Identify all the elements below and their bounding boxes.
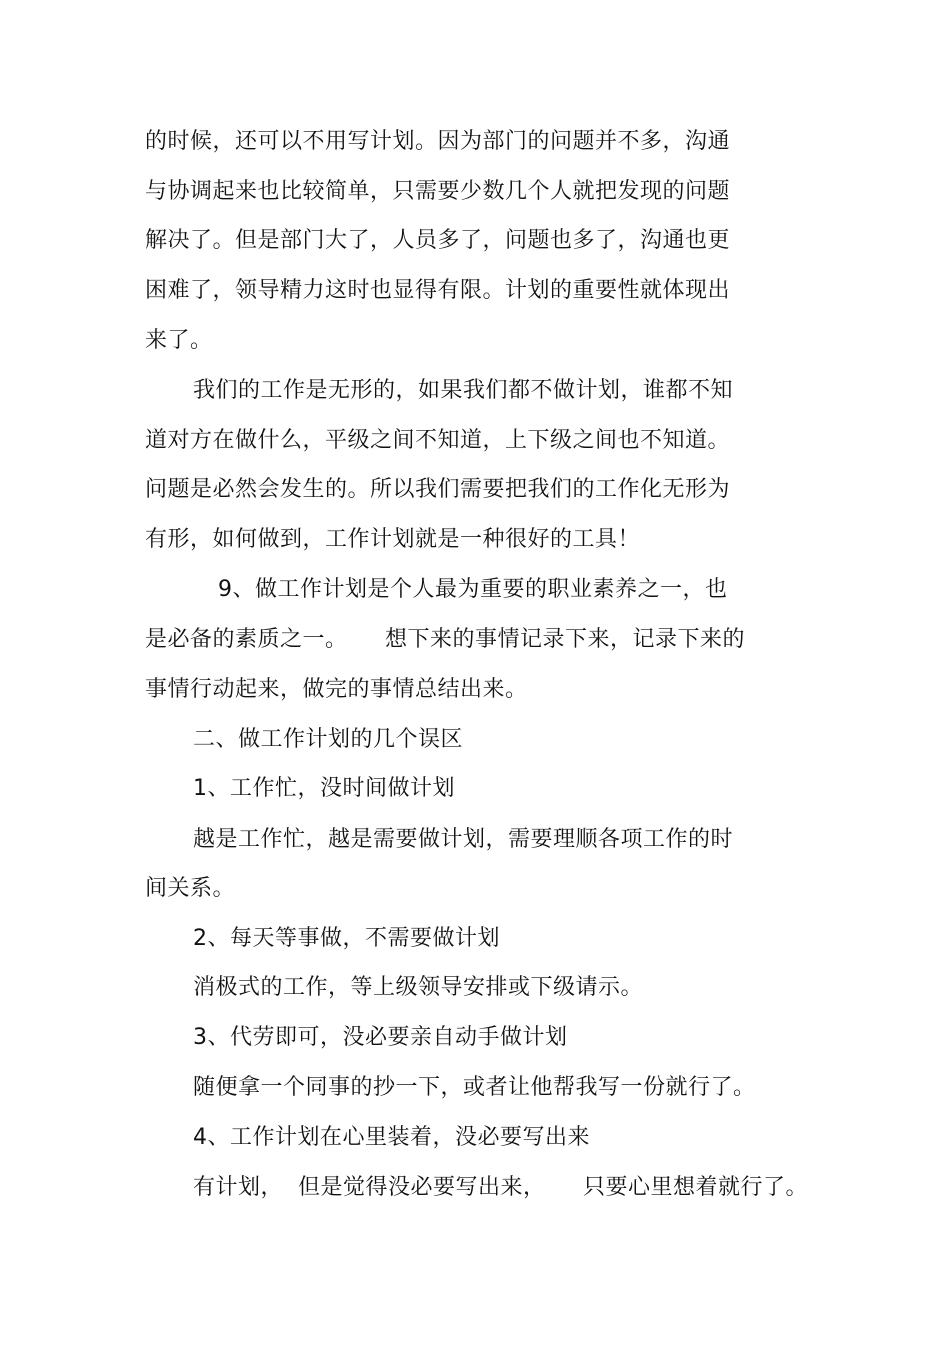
- text-line: 问题是必然会发生的。所以我们需要把我们的工作化无形为: [145, 477, 731, 502]
- list-item-heading: 4、工作计划在心里装着，没必要写出来: [193, 1125, 590, 1150]
- list-item-heading: 1、工作忙，没时间做计划: [193, 776, 455, 801]
- text-line: 来了。: [145, 328, 213, 353]
- text-line: 的时候，还可以不用写计划。因为部门的问题并不多，沟通: [145, 129, 731, 154]
- text-line: 有形，如何做到，工作计划就是一种很好的工具！: [145, 527, 641, 552]
- paragraph-start: 我们的工作是无形的，如果我们都不做计划，谁都不知: [193, 378, 734, 403]
- section-heading: 二、做工作计划的几个误区: [193, 727, 464, 752]
- text-line: 道对方在做什么，平级之间不知道，上下级之间也不知道。: [145, 428, 731, 453]
- paragraph-start: 随便拿一个同事的抄一下，或者让他帮我写一份就行了。: [193, 1075, 756, 1100]
- list-item-heading: 2、每天等事做，不需要做计划: [193, 926, 500, 951]
- text-line: 解决了。但是部门大了，人员多了，问题也多了，沟通也更: [145, 228, 731, 253]
- text-line: 间关系。: [145, 876, 236, 901]
- text-line: 是必备的素质之一。 想下来的事情记录下来，记录下来的: [145, 627, 745, 652]
- list-item-heading: 3、代劳即可，没必要亲自动手做计划: [193, 1025, 568, 1050]
- paragraph-start: 消极式的工作，等上级领导安排或下级请示。: [193, 975, 644, 1000]
- paragraph-start: 越是工作忙，越是需要做计划，需要理顺各项工作的时: [193, 827, 734, 852]
- text-line: 困难了，领导精力这时也显得有限。计划的重要性就体现出: [145, 278, 731, 303]
- numbered-point-9: 9、做工作计划是个人最为重要的职业素养之一，也: [218, 577, 728, 602]
- text-line: 事情行动起来，做完的事情总结出来。: [145, 677, 528, 702]
- text-line: 与协调起来也比较简单，只需要少数几个人就把发现的问题: [145, 179, 731, 204]
- paragraph-start: 有计划， 但是觉得没必要写出来， 只要心里想着就行了。: [193, 1175, 808, 1200]
